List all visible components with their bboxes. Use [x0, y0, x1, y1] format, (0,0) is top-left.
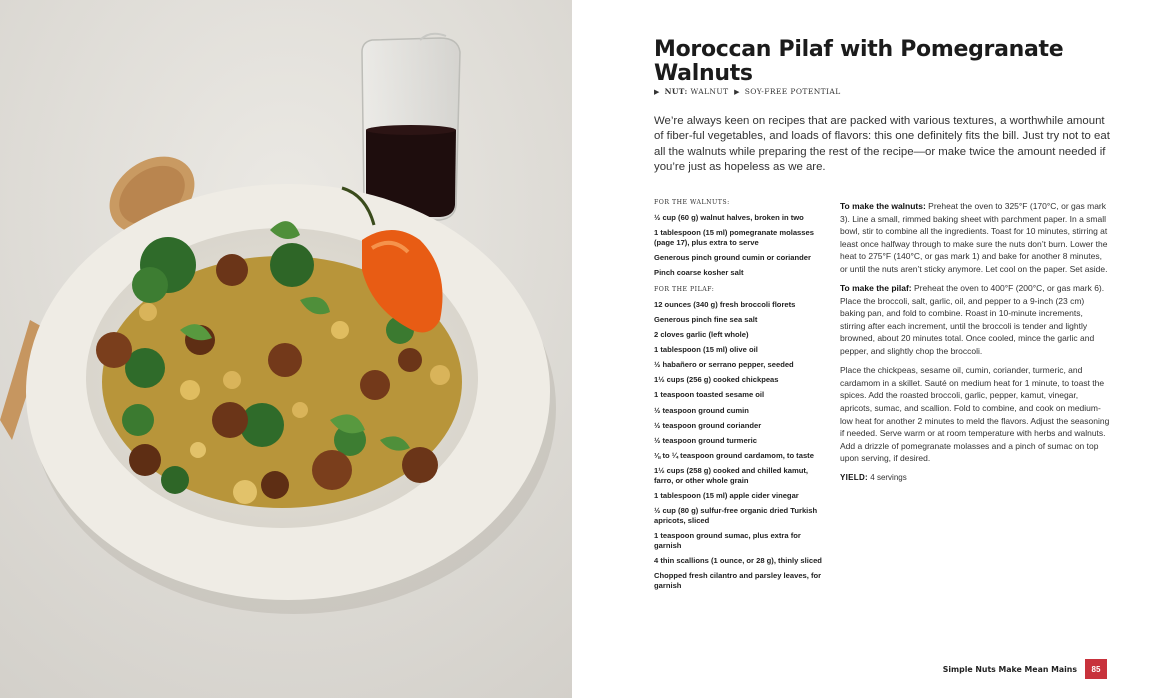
- method-walnuts-lead: To make the walnuts:: [840, 201, 926, 211]
- ingredient-item: Generous pinch fine sea salt: [654, 314, 758, 324]
- method-pilaf-lead: To make the pilaf:: [840, 283, 912, 294]
- ingredient-item: 2 cloves garlic (left whole): [654, 330, 749, 340]
- recipe-photo: [0, 0, 572, 698]
- nut-label: NUT:: [664, 87, 688, 96]
- chapter-title: Simple Nuts Make Mean Mains: [942, 664, 1077, 674]
- ingredient-item: ½ teaspoon ground turmeric: [654, 435, 757, 445]
- ingredient-item: ⅛ to ¼ teaspoon ground cardamom, to taste: [654, 450, 814, 460]
- page-number: 85: [1085, 659, 1107, 679]
- recipe-yield: [840, 473, 1110, 482]
- ingredient-item: 1 teaspoon ground sumac, plus extra for garnish: [654, 530, 801, 550]
- method-steps: [840, 200, 1110, 482]
- ingredient-item: 1 tablespoon (15 ml) olive oil: [654, 345, 758, 355]
- page-footer: [943, 659, 1107, 679]
- recipe-title: Moroccan Pilaf with Pomegranate Walnuts: [654, 37, 1064, 86]
- ingredient-item: ½ teaspoon ground cumin: [654, 405, 749, 415]
- ingredient-item: 1½ cups (256 g) cooked chickpeas: [654, 375, 779, 385]
- method-pilaf-text: Preheat the oven to 400°F (200°C, or gas mark 6). Place the broccoli, salt, garlic, oil, and pepper to a 9-inch (23 cm) baking pan, and fold to combine. Roast in 10-minute increments, stirring after each increment, until the broccoli is tender and lightly browned, about 20 minutes total. Once cooled, mince the garlic and pepper, and slightly chop the broccoli.: [840, 283, 1105, 357]
- method-pilaf: [840, 282, 1110, 358]
- recipe-tags: [654, 87, 841, 96]
- ingredient-item: ½ habañero or serrano pepper, seeded: [654, 360, 794, 370]
- yield-value: 4 servings: [870, 472, 907, 482]
- ingredient-item: Generous pinch ground cumin or coriander: [654, 252, 811, 262]
- nut-value: WALNUT: [690, 87, 729, 96]
- ingredient-item: Chopped fresh cilantro and parsley leaves, for garnish: [654, 570, 822, 590]
- ingredient-item: 1 teaspoon toasted sesame oil: [654, 390, 765, 400]
- ingredient-item: 1½ cups (258 g) cooked and chilled kamut, farro, or other whole grain: [654, 465, 809, 485]
- ingredient-item: 4 thin scallions (1 ounce, or 28 g), thinly sliced: [654, 555, 822, 565]
- ingredient-item: ½ cup (80 g) sulfur-free organic dried Turkish apricots, sliced: [654, 505, 818, 525]
- method-walnuts-text: Preheat the oven to 325°F (170°C, or gas mark 3). Line a small, rimmed baking sheet with parchment paper. In a small bowl, stir to combine all the ingredients. Toast for 10 minutes, stirring at least once halfway through to make sure the nuts don’t burn. Lower the heat to 275°F (140°C, or gas mark 1) and bake for another 8 minutes, or until the nuts aren’t sticky anymore. Let cool on the paper. Set aside.: [840, 201, 1108, 274]
- pilaf-heading: FOR THE PILAF:: [654, 285, 715, 293]
- method-walnuts: [840, 200, 1110, 276]
- walnuts-heading: FOR THE WALNUTS:: [654, 199, 730, 206]
- triangle-bullet-icon: ▶: [734, 88, 740, 96]
- ingredient-item: ½ teaspoon ground coriander: [654, 420, 762, 430]
- soy-free-tag: SOY-FREE POTENTIAL: [744, 87, 841, 96]
- yield-label: YIELD:: [840, 472, 869, 482]
- ingredient-item: Pinch coarse kosher salt: [654, 268, 744, 278]
- ingredient-item: 1 tablespoon (15 ml) pomegranate molasses (page 17), plus extra to serve: [654, 228, 814, 247]
- ingredient-item: ½ cup (60 g) walnut halves, broken in two: [654, 213, 804, 222]
- recipe-intro: We’re always keen on recipes that are packed with various textures, a worthwhile amount of fiber-ful vegetables, and loads of flavors: this one definitely fits the bill. Just try not to eat all the walnuts while preparing the rest of the recipe—or make twice the amount needed if you’re just as hopeless as we are.: [654, 115, 1110, 173]
- triangle-bullet-icon: ▶: [654, 88, 660, 96]
- method-final: Place the chickpeas, sesame oil, cumin, coriander, turmeric, and cardamom in a skillet. Sauté on medium heat for 1 minute, to toast the spices. Add the roasted broccoli, garlic, pepper, kamut, vinegar, apricots, sumac, and scallion. Fold to combine, and cook on medium-low heat for another 2 minutes to meld the flavors. Adjust the seasoning if needed. Serve warm or at room temperature with herbs and walnuts. Add a drizzle of pomegranate molasses and a pinch of sumac on top upon serving, if desired.: [840, 365, 1110, 464]
- ingredient-list: [654, 199, 826, 596]
- ingredient-item: 1 tablespoon (15 ml) apple cider vinegar: [654, 490, 799, 500]
- recipe-page: [572, 0, 1163, 698]
- molasses-jar: [362, 34, 460, 220]
- ingredient-item: 12 ounces (340 g) fresh broccoli florets: [654, 299, 796, 309]
